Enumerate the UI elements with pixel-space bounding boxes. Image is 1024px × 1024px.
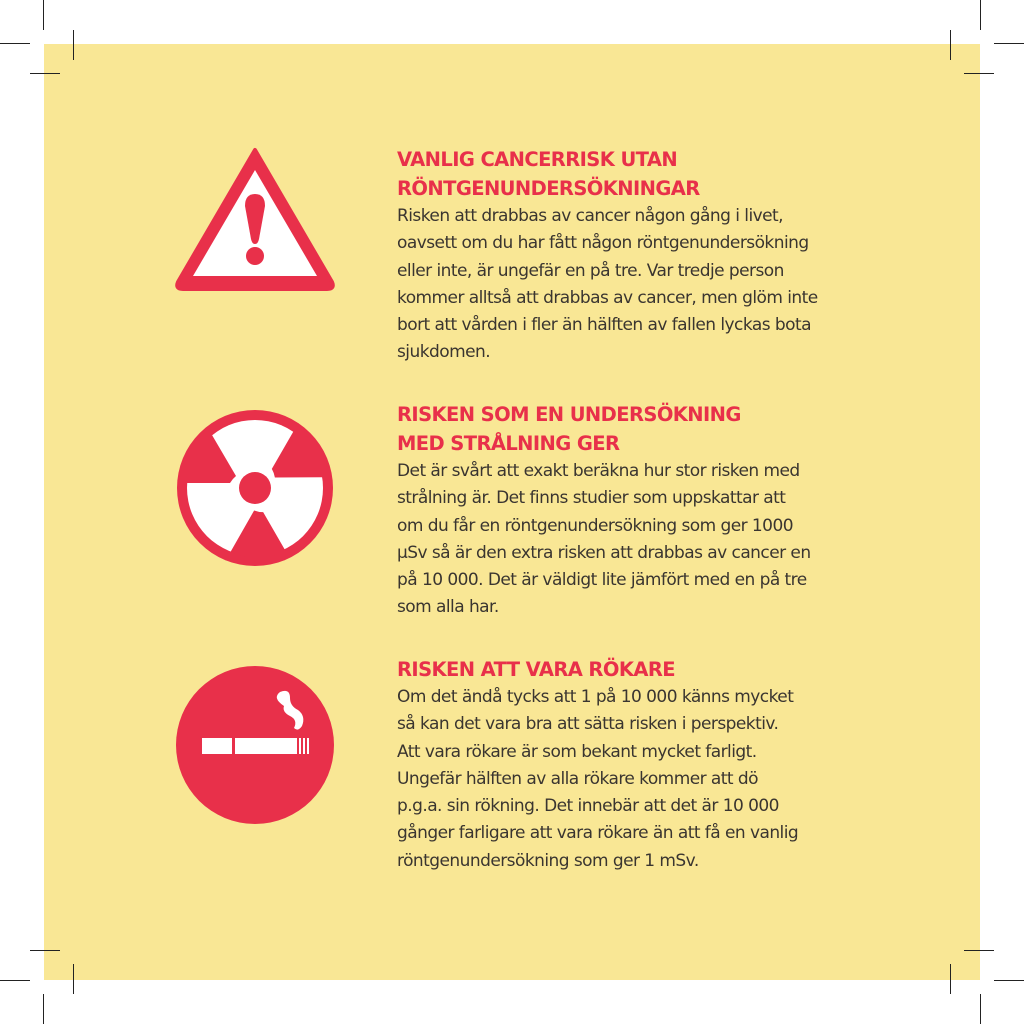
warning-triangle-icon — [172, 144, 338, 310]
crop-mark — [994, 980, 1024, 981]
crop-mark — [964, 950, 994, 951]
section-1-text — [397, 145, 897, 367]
crop-mark — [0, 980, 30, 981]
section-3-text — [397, 655, 897, 875]
section-2-heading: RISKEN SOM EN UNDERSÖKNING MED STRÅLNING GER — [397, 403, 741, 455]
cigarette-icon — [172, 662, 338, 828]
section-3-body: Om det ändå tycks att 1 på 10 000 känns mycket så kan det vara bra att sätta risken i perspektiv. Att vara rökare är som bekant mycket farligt. Ungefär hälften av alla rökare kommer att dö p.g.a. sin rökning. Det innebär att det är 10 000 gånger farligare att vara rökare än att få en vanlig röntgenundersökning som ger 1 mSv. — [397, 687, 799, 871]
crop-mark — [30, 950, 60, 951]
crop-mark — [43, 0, 44, 30]
crop-mark — [964, 73, 994, 74]
crop-mark — [980, 0, 981, 30]
section-2-text — [397, 400, 897, 622]
crop-mark — [950, 30, 951, 60]
crop-mark — [0, 43, 30, 44]
crop-mark — [43, 994, 44, 1024]
crop-mark — [73, 964, 74, 994]
crop-mark — [73, 30, 74, 60]
section-1-heading: VANLIG CANCERRISK UTAN RÖNTGENUNDERSÖKNINGAR — [397, 148, 700, 200]
section-3-heading: RISKEN ATT VARA RÖKARE — [397, 658, 675, 681]
radiation-icon — [172, 405, 338, 571]
section-2-body: Det är svårt att exakt beräkna hur stor risken med strålning är. Det finns studier som uppskattar att om du får en röntgenundersökning som ger 1000 µSv så är den extra risken att drabbas av cancer en på 10 000. Det är väldigt lite jämfört med en på tre som alla har. — [397, 461, 811, 618]
crop-mark — [980, 994, 981, 1024]
crop-mark — [30, 73, 60, 74]
crop-mark — [994, 43, 1024, 44]
section-1-body: Risken att drabbas av cancer någon gång i livet, oavsett om du har fått någon röntgenundersökning eller inte, är ungefär en på tre. Var tredje person kommer alltså att drabbas av cancer, men glöm inte bort att vården i fler än hälften av fallen lyckas bota sjukdomen. — [397, 206, 818, 363]
crop-mark — [950, 964, 951, 994]
